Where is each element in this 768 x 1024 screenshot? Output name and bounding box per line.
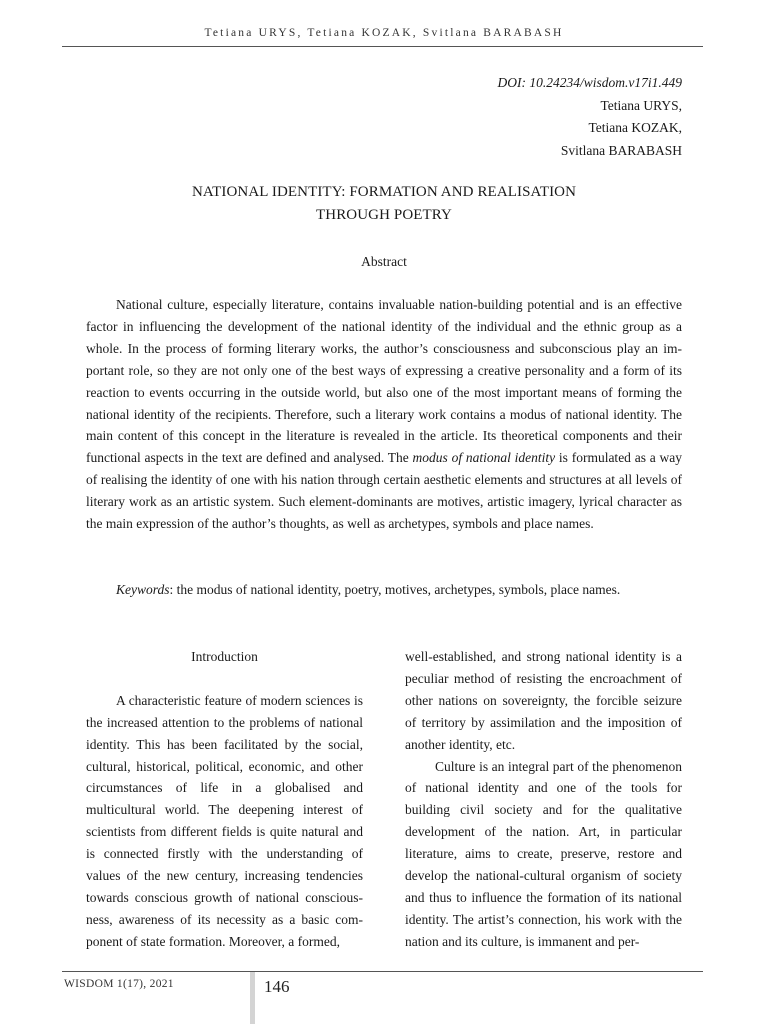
- right-column: [405, 646, 682, 953]
- author-line: Tetiana URYS,: [600, 97, 682, 113]
- body-paragraph: Culture is an integral part of the phenomenon of national identity and one of the tools for building civil society and for the qualitative development of the nation. Art, in particular literature, aims to create, preserve, restore and develop the national-cultural organism of society and thus to influence the formation of its national identity. The artist’s connection, his work with the nation and its culture, is immanent and per-: [405, 758, 682, 949]
- section-heading-introduction: Introduction: [191, 649, 258, 664]
- footer-rule: [62, 971, 703, 972]
- abstract-heading: Abstract: [361, 254, 407, 269]
- running-header: Tetiana URYS, Tetiana KOZAK, Svitlana BARABASH: [204, 27, 564, 39]
- article-title: [0, 181, 768, 227]
- abstract-text-part: is formulated as a way of realising the identity of one with his nation through certain aesthetic elements and structures at all levels of literary work as an artistic system. Such element-dominants are motives, artistic imagery, lyrical character as the main expression of the author’s thoughts, as well as archetypes, symbols and place names.: [86, 450, 682, 532]
- article-meta: [498, 72, 683, 162]
- page-number: 146: [264, 977, 290, 996]
- title-line: NATIONAL IDENTITY: FORMATION AND REALISATION: [191, 184, 577, 200]
- abstract-italic-term: modus of national identity: [412, 450, 556, 466]
- keywords-text: : the modus of national identity, poetry, motives, archetypes, symbols, place names.: [169, 582, 621, 597]
- abstract-text-part: National culture, especially literature, contains invaluable nation-building potential and is an effective factor in influencing the development of the national identity of the individual and the ethnic group as a whole. In the process of forming literary works, the author’s consciousness and subconscious play an important role, so they are not only one of the best ways of expressing a creative personality and a form of its reaction to events occurring in the outside world, but also one of the most important means of forming the national identity of the recipients. Therefore, such a literary work contains a modus of national identity. The main content of this concept in the literature is revealed in the article. Its theoretical components and their functional aspects in the text are defined and analysed. The: [86, 297, 682, 466]
- body-paragraph: well-established, and strong national identity is a peculiar method of resisting the encroachment of other nations on sovereignty, the forcible seizure of territory by assimilation and the imposition of another identity, etc.: [405, 649, 682, 752]
- journal-citation: WISDOM 1(17), 2021: [64, 978, 174, 990]
- body-paragraph: A characteristic feature of modern sciences is the increased attention to the problems of national identity. This has been facilitated by the social, cultural, historical, political, economic, and other circumstances of life in a globalised and multicultural world. The deepening interest of scientists from different fields is quite natural and is connected firstly with the understanding of values of the new century, increasing tendencies towards conscious growth of national consciousness, awareness of its necessity as a basic component of state formation. Moreover, a formed,: [86, 692, 363, 949]
- title-line: THROUGH POETRY: [316, 207, 452, 223]
- keywords: [86, 579, 682, 600]
- header-rule: [62, 46, 703, 47]
- footer-divider-bar: [250, 972, 255, 1024]
- doi-link[interactable]: DOI: 10.24234/wisdom.v17i1.449: [497, 75, 682, 90]
- author-line: Svitlana BARABASH: [560, 142, 682, 158]
- keywords-label: Keywords: [116, 582, 170, 597]
- left-column: [86, 646, 363, 953]
- author-line: Tetiana KOZAK,: [588, 120, 682, 135]
- abstract-text: [86, 294, 682, 535]
